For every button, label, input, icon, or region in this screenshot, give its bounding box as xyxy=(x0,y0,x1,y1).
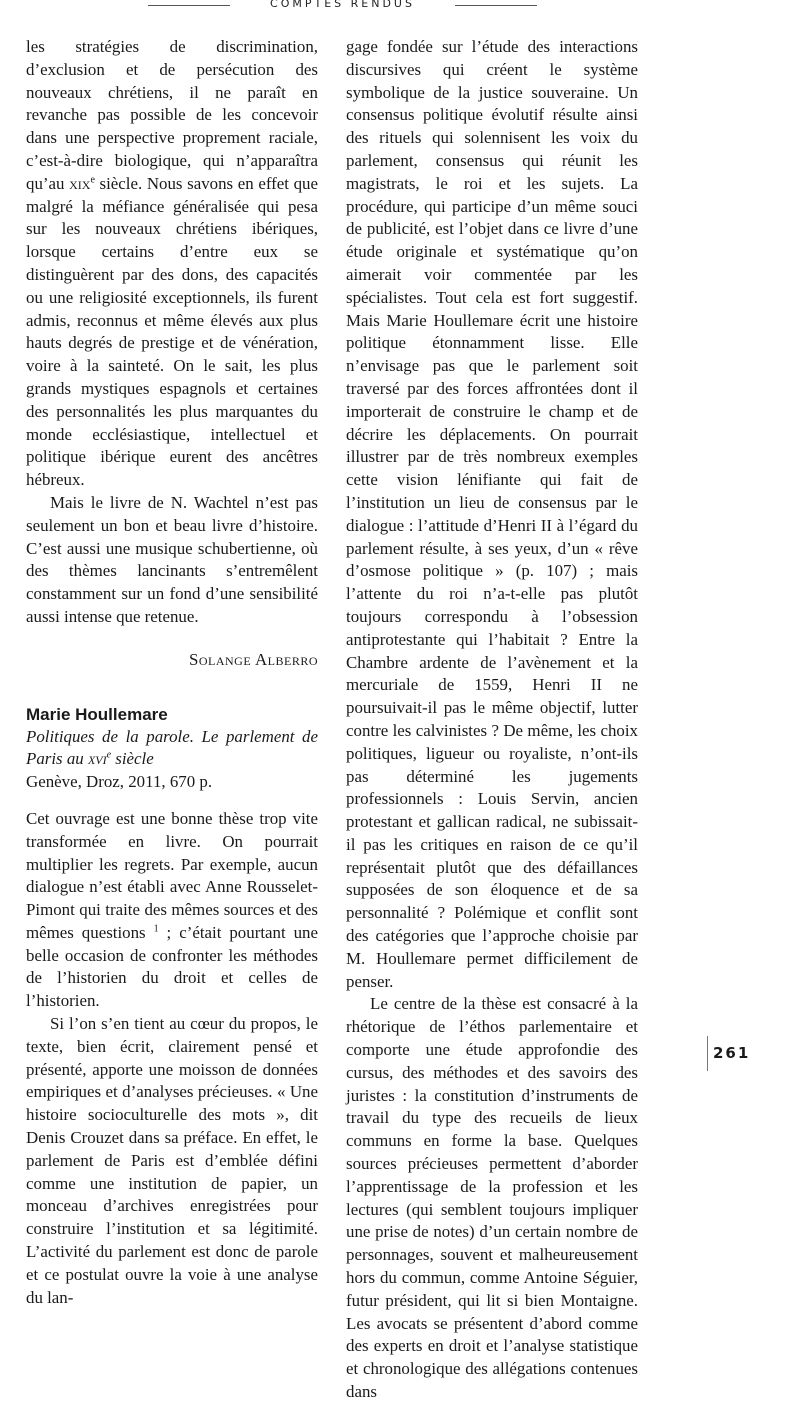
review-book-title xyxy=(26,726,318,772)
review-title-century: xvi xyxy=(87,749,107,769)
page-number: 261 xyxy=(713,1044,751,1062)
left-paragraph-3-text: Cet ouvrage est une bonne thèse trop vite transformée en livre. On pourrait multiplier les regrets. Par exemple, aucun dialogue n’est établi avec Anne Rousselet-Pimont qui traite des mêmes sources et des mêmes questions xyxy=(26,808,318,942)
left-column xyxy=(26,36,318,1309)
left-paragraph-3 xyxy=(26,808,318,1013)
running-head-rule-left xyxy=(148,5,230,6)
left-paragraph-4: Si l’on s’en tient au cœur du propos, le texte, bien écrit, clairement pensé et présenté, apporte une moisson de données empiriques et d’analyses précieuses. « Une histoire socioculturelle des mots », dit Denis Crouzet dans sa préface. En effet, le parlement de Paris est d’emblée défini comme une institution de papier, un monceau d’archives enregistrées pour construire l’institution et sa légitimité. L’activité du parlement est donc de parole et ce postulat ouvre la voie à une analyse du lan- xyxy=(26,1014,318,1307)
left-paragraph-3-rest: ; c’était pourtant une belle occasion de confronter les méthodes de l’historien du droit et celles de l’historien. xyxy=(26,922,318,1011)
left-paragraph-1-rest: siècle. Nous savons en effet que malgré la méfiance généralisée qui pesa sur les nouveaux chrétiens ibériques, lorsque certains d’entre eux se distinguèrent par des dons, des capacités ou une religiosité exceptionnels, ils furent admis, reconnus et même élevés aux plus hauts degrés de prestige et de vénération, voire à la sainteté. On le sait, les plus grands mystiques espagnols et certaines des personnalités les plus marquantes du monde ecclésiastique, intellectuel et politique ibérique eurent des ancêtres hébreux. xyxy=(26,173,318,490)
review-author: Marie Houllemare xyxy=(26,704,168,724)
running-head-title: COMPTES RENDUS xyxy=(270,0,415,10)
century-numeral: xix xyxy=(69,173,91,193)
running-head xyxy=(0,0,800,16)
right-column xyxy=(346,36,638,1404)
right-paragraph-2: Le centre de la thèse est consacré à la rhétorique de l’éthos parlementaire et comporte une étude approfondie des cursus, des méthodes et des savoirs des juristes : la constitution d’instruments de travail du type des recueils de lieux communs en forme la base. Quelques sources précieuses permettent d’aborder l’apprentissage de la profession et les lectures (qui semblent toujours impliquer une prise de notes) d’un certain nombre de personnages, souvent et malheureusement hors du commun, comme Antoine Séguier, futur président, qui lit si bien Montaigne. Les avocats se présentent d’abord comme des experts en droit et l’analyse statistique et chronologique des allégations contenues dans xyxy=(346,994,638,1402)
footnote-marker[interactable]: 1 xyxy=(153,923,159,935)
review-publication: Genève, Droz, 2011, 670 p. xyxy=(26,772,213,792)
review-title-century-sup: e xyxy=(106,749,112,761)
left-paragraph-2: Mais le livre de N. Wachtel n’est pas seulement un bon et beau livre d’histoire. C’est aussi une musique schubertienne, où des thèmes lancinants s’entremêlent constamment sur un fond d’une sensibilité aussi intense que retenue. xyxy=(26,492,318,626)
review-title-part-1: Politiques de la parole. Le parlement de Paris au xyxy=(26,726,318,769)
review-title-part-2: siècle xyxy=(111,749,154,769)
review-signature: Solange Alberro xyxy=(188,649,318,669)
left-paragraph-1-text: les stratégies de discrimination, d’exclusion et de persécution des nouveaux chrétiens, il ne paraît en revanche pas possible de les concevoir dans une perspective proprement raciale, c’est-à-dire biologique, qui n’apparaîtra qu’au xyxy=(26,37,318,193)
running-head-rule-right xyxy=(455,5,537,6)
century-superscript: e xyxy=(90,174,95,186)
left-paragraph-1 xyxy=(26,36,318,492)
folio-rule xyxy=(707,1036,708,1071)
right-paragraph-1: gage fondée sur l’étude des interactions discursives qui créent le système symbolique de la justice souveraine. Un consensus politique évolutif résulte ainsi des rituels qui solennisent les voix du parlement, consensus qui réunit les magistrats, le roi et les sujets. La procédure, qui participe d’un même souci de publicité, est l’objet dans ce livre d’une étude originale et systématique qu’on aimerait voir commentée par les spécialistes. Tout cela est fort suggestif. Mais Marie Houllemare écrit une histoire politique étonnamment lisse. Elle n’envisage pas que le parlement soit traversé par des forces affrontées dont il importerait de construire le champ et de décrire les déplacements. On pourrait illustrer par de très nombreux exemples cette vision lénifiante qui fait de l’institution un lieu de consensus par le dialogue : l’attitude d’Henri II à l’égard du parlement résulte, à ses yeux, d’un « rêve d’osmose politique » (p. 107) ; mais l’attente du roi n’a-t-elle pas plutôt toujours correspondu à l’obsession antiprotestante qui l’habitait ? Entre la Chambre ardente de l’avènement et la mercuriale de 1559, Henri II ne poursuivait-il pas le même objectif, lutter contre les calvinistes ? De même, les choix politiques, ligueur ou royaliste, n’ont-ils pas déterminé les jugements professionnels : Louis Servin, ancien protestant et gallican radical, ne subissait-il pas les critiques en raison de ce qu’il représentait plutôt que des défaillances supposées de son éloquence et de sa personnalité ? Polémique et conflit sont des catégories que l’approche choisie par M. Houllemare permet difficilement de penser. xyxy=(346,37,638,991)
review-header xyxy=(26,704,318,794)
